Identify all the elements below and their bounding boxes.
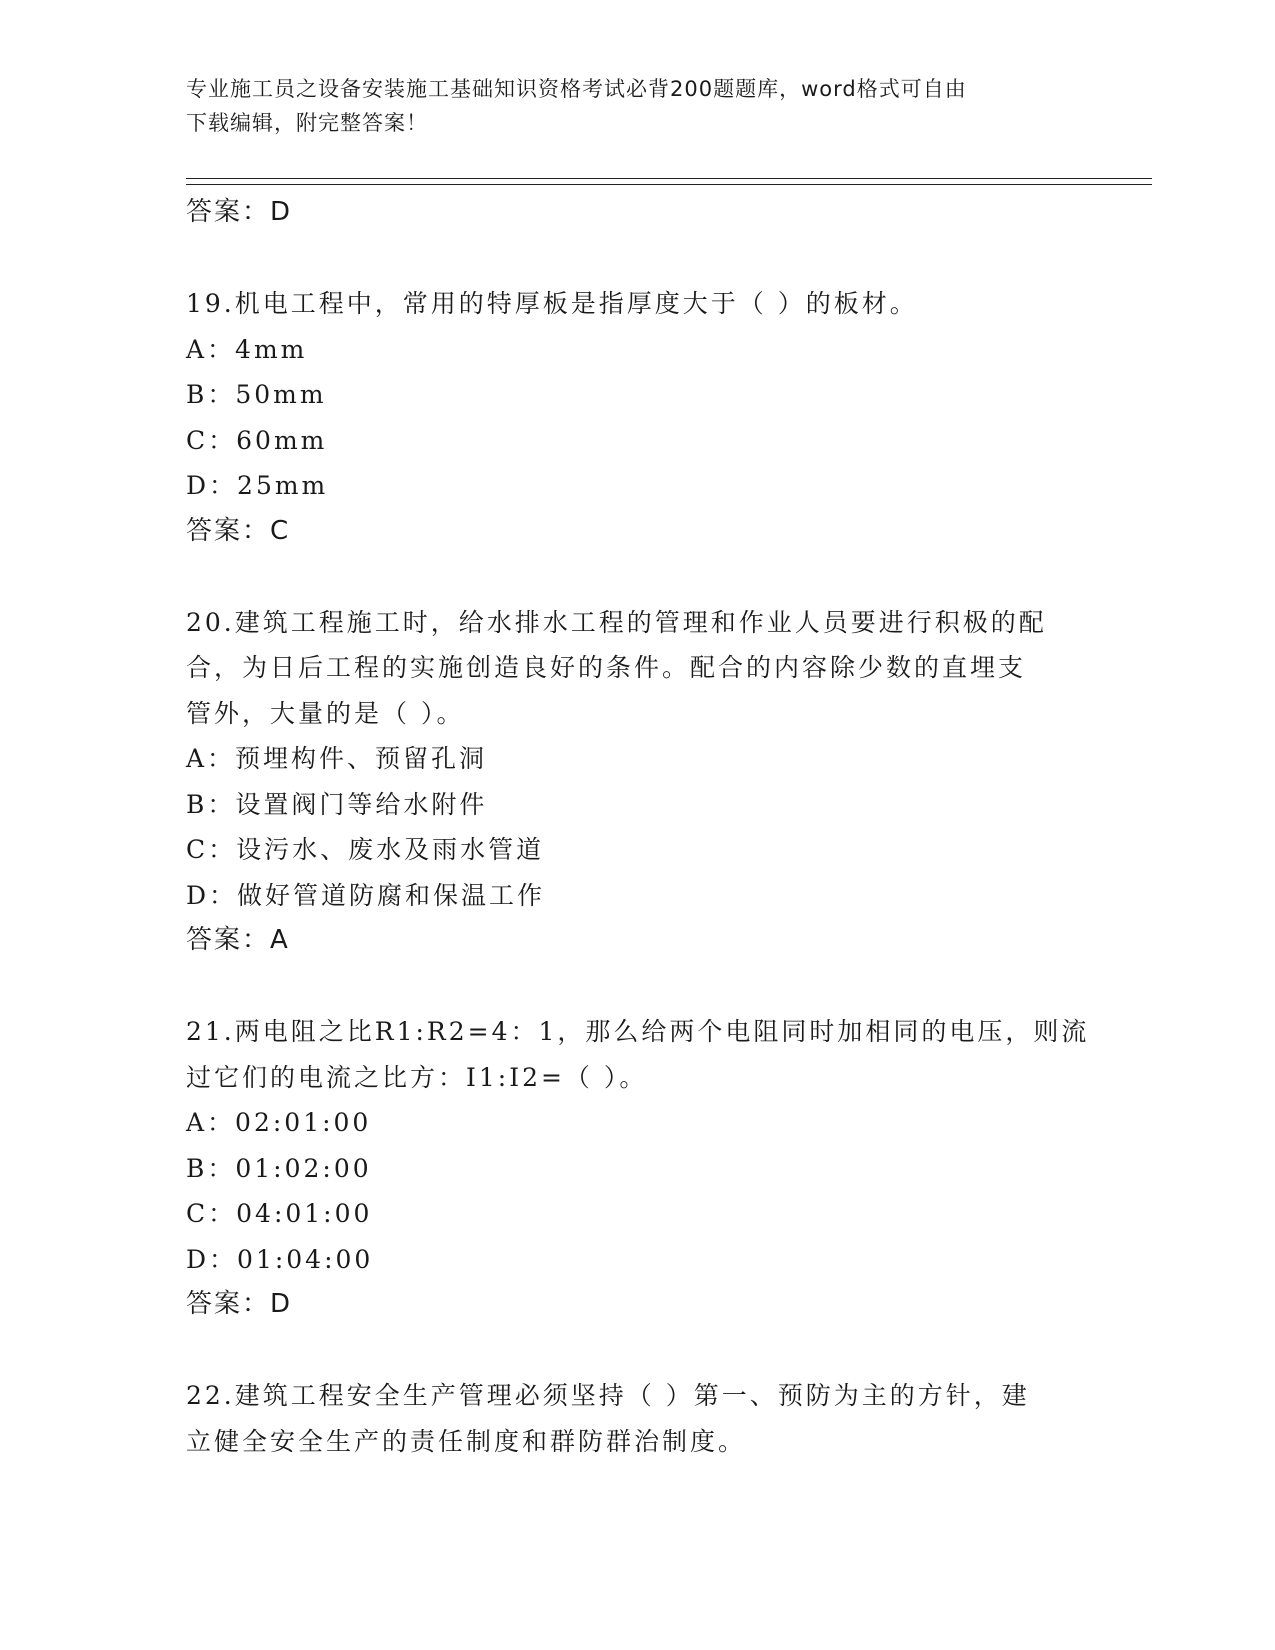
question-20-answer: 答案：A bbox=[186, 925, 290, 955]
question-21-text-line-1: 21.两电阻之比R1:R2=4：1，那么给两个电阻同时加相同的电压，则流 bbox=[186, 1017, 1090, 1046]
question-22-text-line-2: 立健全安全生产的责任制度和群防群治制度。 bbox=[186, 1426, 747, 1456]
header-line-1: 专业施工员之设备安装施工基础知识资格考试必背200题题库，word格式可自由 bbox=[186, 77, 967, 101]
question-21-answer: 答案：D bbox=[186, 1289, 293, 1319]
question-20-text-line-2: 合，为日后工程的实施创造良好的条件。配合的内容除少数的直埋支 bbox=[186, 653, 1027, 682]
question-21-option-c: C：04:01:00 bbox=[186, 1199, 373, 1228]
previous-answer: 答案：D bbox=[186, 197, 293, 227]
question-21-option-d: D：01:04:00 bbox=[186, 1244, 374, 1274]
question-19-option-c: C：60mm bbox=[186, 425, 328, 455]
header-line-2: 下载编辑，附完整答案！ bbox=[186, 111, 428, 135]
question-20-option-b: B：设置阀门等给水附件 bbox=[186, 789, 488, 819]
header-divider bbox=[186, 178, 1152, 185]
question-21 bbox=[186, 1009, 1090, 1328]
question-19-answer: 答案：C bbox=[186, 515, 291, 546]
page-header bbox=[186, 72, 1066, 140]
question-22-text-line-1: 22.建筑工程安全生产管理必须坚持（ ）第一、预防为主的方针，建 bbox=[186, 1381, 1030, 1410]
question-19-option-a: A：4mm bbox=[186, 334, 308, 364]
question-20 bbox=[186, 600, 1086, 964]
question-22 bbox=[186, 1373, 1086, 1464]
question-20-text-line-3: 管外，大量的是（ ）。 bbox=[186, 698, 465, 728]
document-body bbox=[186, 190, 1090, 1464]
question-21-option-b: B：01:02:00 bbox=[186, 1153, 372, 1183]
question-19-option-b: B：50mm bbox=[186, 380, 327, 409]
question-20-text-line-1: 20.建筑工程施工时，给水排水工程的管理和作业人员要进行积极的配 bbox=[186, 607, 1047, 637]
question-19 bbox=[186, 281, 1086, 554]
question-21-text-line-2: 过它们的电流之比方：I1:I2=（ ）。 bbox=[186, 1062, 648, 1092]
question-20-option-d: D：做好管道防腐和保温工作 bbox=[186, 880, 546, 910]
question-20-option-a: A：预埋构件、预留孔洞 bbox=[186, 744, 488, 773]
question-19-option-d: D：25mm bbox=[186, 471, 329, 500]
question-19-text: 19.机电工程中，常用的特厚板是指厚度大于（ ）的板材。 bbox=[186, 289, 918, 318]
question-21-option-a: A：02:01:00 bbox=[186, 1108, 372, 1137]
question-20-option-c: C：设污水、废水及雨水管道 bbox=[186, 835, 545, 864]
